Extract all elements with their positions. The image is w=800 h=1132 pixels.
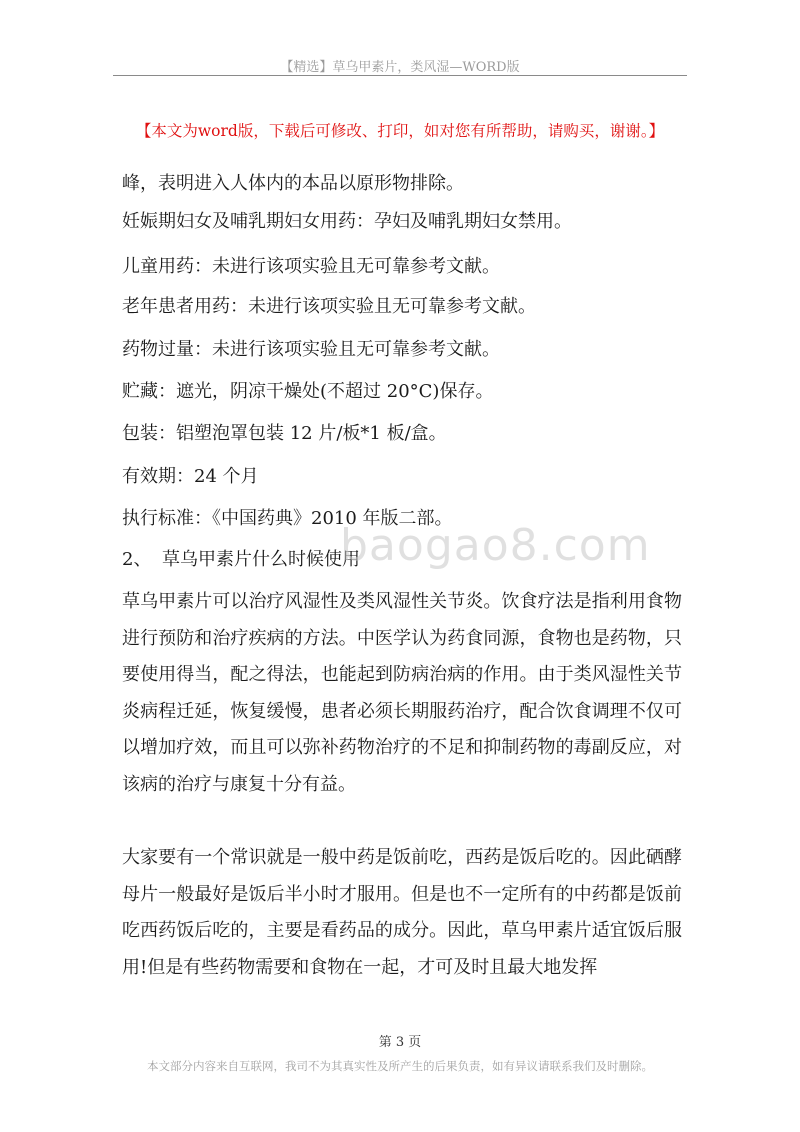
section-title: 草乌甲素片什么时候使用 bbox=[162, 549, 360, 570]
download-notice: 【本文为word版，下载后可修改、打印，如对您有所帮助，请购买，谢谢。】 bbox=[135, 122, 665, 140]
section-heading bbox=[122, 548, 360, 572]
header-divider bbox=[113, 75, 687, 76]
paragraph: 草乌甲素片可以治疗风湿性及类风湿性关节炎。饮食疗法是指利用食物进行预防和治疗疾病的方法。中医学认为药食同源，食物也是药物，只要使用得当，配之得法，也能起到防病治病的作用。由于类风湿性关节炎病程迁延，恢复缓慢，患者必须长期服药治疗，配合饮食调理不仅可以增加疗效，而且可以弥补药物治疗的不足和抑制药物的毒副反应，对该病的治疗与康复十分有益。 bbox=[122, 591, 682, 795]
body-line: 老年患者用药：未进行该项实验且无可靠参考文献。 bbox=[122, 296, 536, 317]
paragraph: 大家要有一个常识就是一般中药是饭前吃，西药是饭后吃的。因此硒酵母片一般最好是饭后半小时才服用。但是也不一定所有的中药都是饭前吃西药饭后吃的，主要是看药品的成分。因此，草乌甲素片适宜饭后服用!但是有些药物需要和食物在一起，才可及时且最大地发挥 bbox=[122, 847, 682, 978]
body-line: 包装：铝塑泡罩包装 12 片/板*1 板/盒。 bbox=[122, 423, 447, 444]
footer-disclaimer: 本文部分内容来自互联网，我司不为其真实性及所产生的后果负责，如有异议请联系我们及时删除。 bbox=[147, 1059, 653, 1073]
body-line: 药物过量：未进行该项实验且无可靠参考文献。 bbox=[122, 339, 500, 360]
body-line: 妊娠期妇女及哺乳期妇女用药：孕妇及哺乳期妇女禁用。 bbox=[122, 211, 572, 232]
page-number: 第 3 页 bbox=[378, 1035, 422, 1050]
body-line: 儿童用药：未进行该项实验且无可靠参考文献。 bbox=[122, 256, 500, 277]
page-header-title: 【精选】草乌甲素片，类风湿—WORD版 bbox=[280, 60, 520, 75]
body-line: 峰，表明进入人体内的本品以原形物排除。 bbox=[122, 173, 464, 194]
section-number: 2、 bbox=[122, 549, 152, 570]
body-line: 执行标准：《中国药典》2010 年版二部。 bbox=[122, 508, 453, 529]
body-line: 贮藏：遮光，阴凉干燥处(不超过 20°C)保存。 bbox=[122, 381, 494, 402]
watermark: baogao8.com bbox=[340, 520, 651, 571]
body-line: 有效期：24 个月 bbox=[122, 466, 259, 487]
